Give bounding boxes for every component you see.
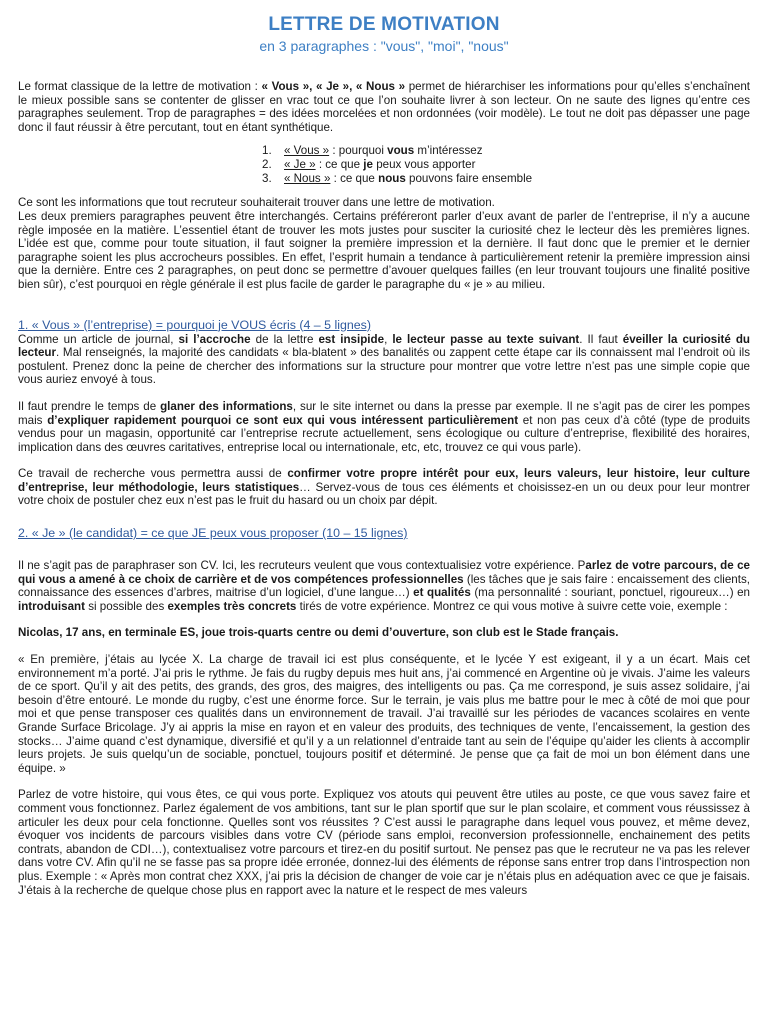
section2-paragraph-last: Parlez de votre histoire, qui vous êtes, ce qui vous porte. Expliquez vos atouts qui peuvent être utiles au poste, ce que vous savez faire et comment vous fonctionnez. Parlez également de vos ambitions, tant sur le plan sportif que sur le plan scolaire, et comment vous réussissez à articuler les deux pour cela fonctionne. Quelles sont vos réussites ? C’est aussi le paragraphe dans lequel vous pouvez, et même devez, évoquer vos incidents de parcours visibles dans votre CV (période sans emploi, reconversion professionnelle, enchainement des petits contrats, abandon de CDI…), contextualisez votre parcours et tirez-en du positif surtout. Ne pensez pas que le recruteur ne va pas les relever dans votre CV. Afin qu’il ne se fasse pas sa propre idée erronée, donnez-lui des éléments de réponse sans entrer trop dans l’introspection non plus. Exemple : « Après mon contrat chez XXX, j’ai pris la décision de changer de voie car je n’étais plus en adéquation avec ce que je faisais. J’étais à la recherche de quelque chose plus en rapport avec la nature et le respect de mes valeurs [18, 788, 750, 897]
section-link-vous[interactable]: 1. « Vous » (l’entreprise) [18, 317, 156, 332]
order-paragraph: Les deux premiers paragraphes peuvent être interchangés. Certains préféreront parler d’eux avant de parler de l’entreprise, il n’y a aucune règle imposée en la matière. L’essentiel étant de trouver les mots justes pour susciter la curiosité chez le lecteur dès les premières lignes. L’idée est que, comme pour toute situation, il faut soigner la première impression et la dernière. Il faut donc que le premier et le dernier paragraphe soient les plus accrocheurs possibles. En effet, l’esprit humain a tendance à particulièrement retenir la première impression ainsi que la dernière. Entre ces 2 paragraphes, on peut donc se permettre d’avouer quelques failles (en leur trouvant toujours une finalité positive bien sûr), c’est pourquoi en règle générale il est plus facile de garder le paragraphe du « je » au milieu. [18, 209, 750, 291]
section1-paragraph-1: Comme un article de journal, si l’accroche de la lettre est insipide, le lecteur passe au texte suivant. Il faut éveiller la curiosité du lecteur. Mal renseignés, la majorité des candidats « bla-blatent » des banalités ou zappent cette étape car ils connaissent mal l’endroit où ils postulent. Prenez donc la peine de chercher des informations sur la structure pour montrer que votre lettre n’est pas une simple copie que vous auriez envoyé à tous. [18, 332, 750, 387]
order-paragraph-line1: Ce sont les informations que tout recruteur souhaiterait trouver dans une lettre de motivation. [18, 196, 495, 210]
three-parts-list [18, 144, 750, 186]
example-title: Nicolas, 17 ans, en terminale ES, joue trois-quarts centre ou demi d’ouverture, son club est le Stade français. [18, 626, 619, 640]
list-item: 2. « Je » : ce que je peux vous apporter [262, 158, 476, 172]
list-item: 3. « Nous » : ce que nous pouvons faire ensemble [262, 172, 533, 186]
section-link-je[interactable]: 2. « Je » (le candidat) = ce que JE peux vous proposer (10 – 15 lignes) [18, 526, 408, 541]
page-title: LETTRE DE MOTIVATION [268, 14, 500, 35]
section-heading-je [18, 526, 750, 541]
section1-paragraph-2: Il faut prendre le temps de glaner des informations, sur le site internet ou dans la presse par exemple. Il ne s’agit pas de cirer les pompes mais d’expliquer rapidement pourquoi ce sont eux qui vous intéressent particulièrement et non pas ceux d’à côté (type de produits vendus pour un magasin, opportunité car l’entreprise recrute actuellement, sens écologique ou culture d’entreprise, flexibilité des horaires, implication dans des œuvres caritatives, entreprise local ou internationale, etc, etc, trouvez ce qui vous parle). [18, 399, 751, 454]
intro-paragraph: Le format classique de la lettre de motivation : « Vous », « Je », « Nous » permet de hiérarchiser les informations pour qu’elles s’enchaînent le mieux possible sans se contenter de glisser en vrac tout ce que l’on souhaite livrer à son lecteur. On ne saute des lignes qu’entre ces paragraphes seulement. Trop de paragraphes = des idées morcelées et non ordonnées (voir modèle). Le tout ne doit pas dépasser une page donc il faut réussir à être percutant, tout en étant synthétique. [18, 80, 750, 134]
page-subtitle: en 3 paragraphes : "vous", "moi", "nous" [259, 38, 509, 54]
section-heading-vous: 1. « Vous » (l’entreprise) = pourquoi je VOUS écris (4 – 5 lignes) [18, 317, 371, 332]
example-quote: « En première, j’étais au lycée X. La charge de travail ici est plus conséquente, et le lycée Y est exigeant, il y a un écart. Mais cet environnement m’a porté. J’ai pris le rythme. Je fais du rugby depuis mes huit ans, j’ai commencé en Argentine où je vivais. J’aime les valeurs de ce sport. Qu’il y ait des petits, des grands, des gros, des maigres, des intelligents ou pas. Ça me correspond, je suis assez solidaire, j’ai besoin d’être entouré. Le monde du rugby, c’est une énorme force. Sur le terrain, je vais plus me battre pour le mec à côté de moi que pour moi et que pense transposer ces qualités dans un environnement de travail. J’ai travaillé sur les périodes de vacances scolaires en vente Grande Surface Bricolage. J’y ai appris la mise en rayon et en valeur des produits, des techniques de vente, l’encaissement, la gestion des stocks… J’aime quand c’est dynamique, diversifié et qu’il y a un relationnel d’entraide tant au sein de l’équipe qu’aider les clients à accomplir leurs projets. Je suis quelqu’un de sociable, ponctuel, toujours positif et déterminé. Je pense que ça fait de moi un bon élément dans une équipe. » [18, 653, 750, 775]
section2-paragraph-1: Il ne s’agit pas de paraphraser son CV. Ici, les recruteurs veulent que vous contextualisiez votre expérience. Parlez de votre parcours, de ce qui vous a amené à ce choix de carrière et de vos compétences professionnelles (les tâches que je sais faire : encaissement des clients, connaissance des essences d’arbres, maitrise d’un logiciel, d’une langue…) et qualités (ma personnalité : souriant, ponctuel, rigoureux…) en introduisant si possible des exemples très concrets tirés de votre expérience. Montrez ce qui vous motive à suivre cette voie, exemple : [18, 559, 751, 613]
list-item: 1. « Vous » : pourquoi vous m’intéressez [262, 144, 483, 158]
section1-paragraph-3: Ce travail de recherche vous permettra aussi de confirmer votre propre intérêt pour eux, leurs valeurs, leur histoire, leur culture d’entreprise, leur méthodologie, leurs statistiques… Servez-vous de tous ces éléments et choisissez-en un ou deux pour leur montrer votre choix de postuler chez eux n’est pas le fruit du hasard ou un choix par dépit. [18, 467, 751, 508]
